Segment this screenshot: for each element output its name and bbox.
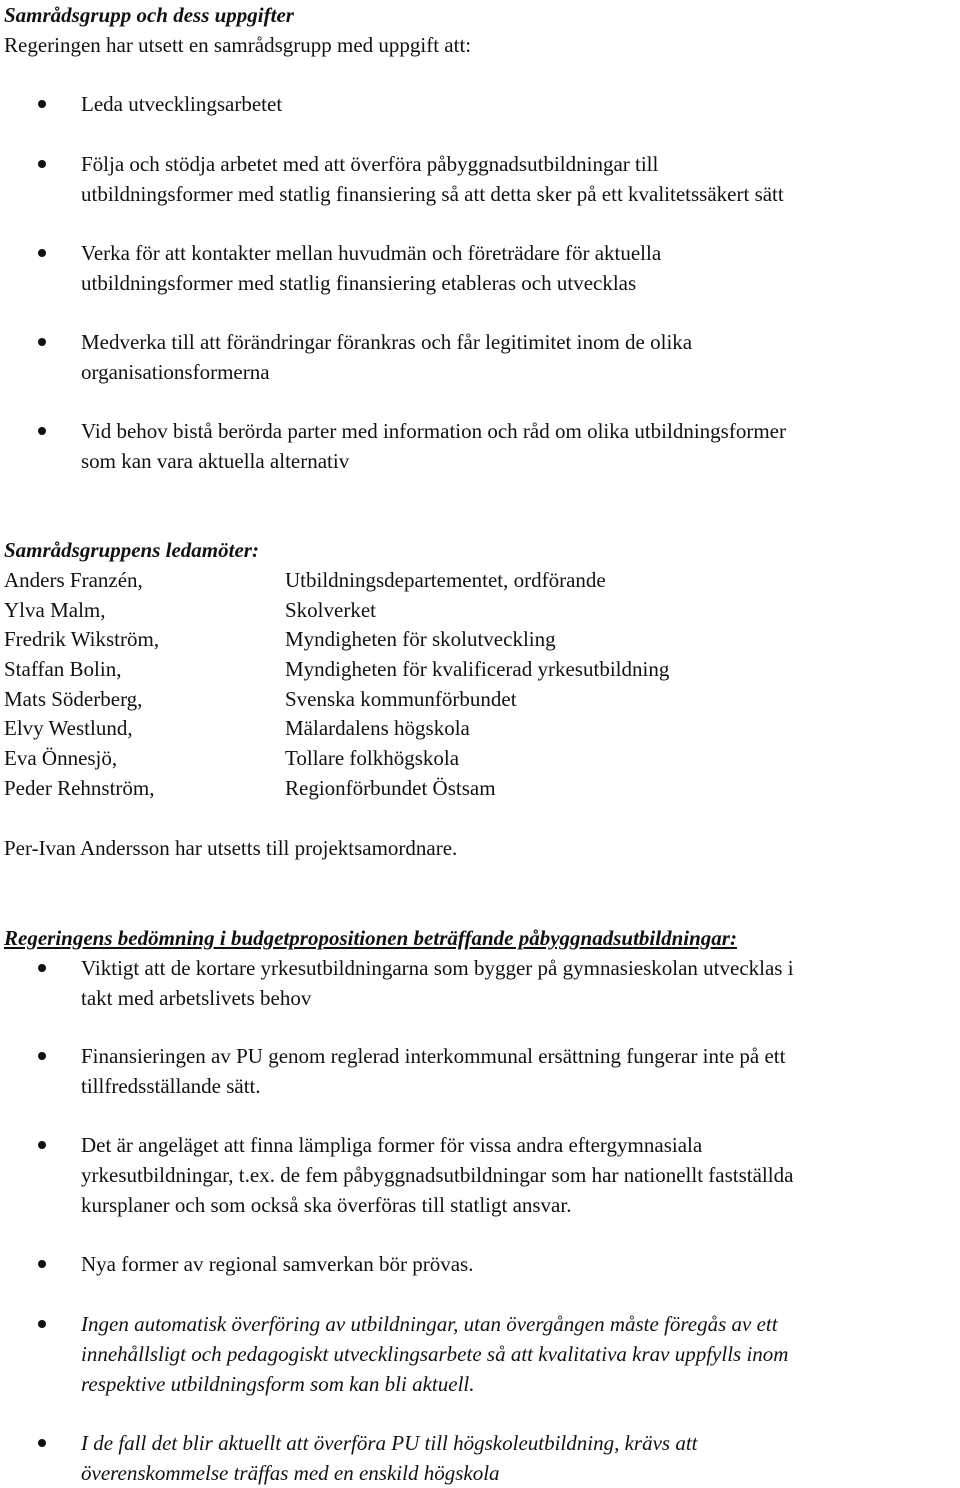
bullet-text: I de fall det blir aktuellt att överföra PU till högskoleutbildning, krävs att överenskommelse träffas med en enskild högskola [81,1431,698,1485]
member-name: Staffan Bolin, [4,657,122,681]
bullet-icon [38,338,46,346]
member-name: Peder Rehnström, [4,776,155,800]
member-org: Myndigheten för skolutveckling [285,627,556,651]
section1-heading: Samrådsgrupp och dess uppgifter [4,3,294,27]
member-org: Regionförbundet Östsam [285,776,496,800]
bullet-icon [38,249,46,257]
members-heading: Samrådsgruppens ledamöter: [4,538,259,562]
bullet-icon [38,964,46,972]
member-name: Elvy Westlund, [4,716,133,740]
bullet-icon [38,427,46,435]
bullet-icon [38,1439,46,1447]
member-org: Utbildningsdepartementet, ordförande [285,568,606,592]
member-org: Svenska kommunförbundet [285,687,517,711]
member-name: Mats Söderberg, [4,687,143,711]
bullet-icon [38,1052,46,1060]
member-name: Anders Franzén, [4,568,143,592]
bullet-text: Ingen automatisk överföring av utbildningar, utan övergången måste föregås av ett innehållsligt och pedagogiskt utvecklingsarbete så att kvalitativa krav uppfylls inom respektive utbildningsform som kan bli aktuell. [81,1312,789,1396]
bullet-text: Verka för att kontakter mellan huvudmän och företrädare för aktuella utbildningsformer med statlig finansiering etableras och utvecklas [81,241,662,295]
bullet-text: Det är angeläget att finna lämpliga former för vissa andra eftergymnasiala yrkesutbildningar, t.ex. de fem påbyggnadsutbildningar som har nationellt fastställda kursplaner och som också ska överföras till statligt ansvar. [81,1133,794,1217]
bullet-text: Finansieringen av PU genom reglerad interkommunal ersättning fungerar inte på ett tillfredsställande sätt. [81,1044,786,1098]
bullet-icon [38,1260,46,1268]
member-name: Ylva Malm, [4,598,106,622]
bullet-text: Nya former av regional samverkan bör prövas. [81,1252,474,1276]
section2-heading: Regeringens bedömning i budgetpropositionen beträffande påbyggnadsutbildningar: [4,926,737,950]
bullet-icon [38,160,46,168]
member-org: Myndigheten för kvalificerad yrkesutbildning [285,657,670,681]
bullet-icon [38,1141,46,1149]
bullet-text: Följa och stödja arbetet med att överföra påbyggnadsutbildningar till utbildningsformer med statlig finansiering så att detta sker på ett kvalitetssäkert sätt [81,152,784,206]
bullet-text: Leda utvecklingsarbetet [81,92,283,116]
bullet-icon [38,100,46,108]
bullet-text: Medverka till att förändringar förankras och får legitimitet inom de olika organisationsformerna [81,330,693,384]
member-name: Eva Önnesjö, [4,746,118,770]
bullet-text: Viktigt att de kortare yrkesutbildningarna som bygger på gymnasieskolan utvecklas i takt med arbetslivets behov [81,956,794,1010]
member-org: Skolverket [285,598,376,622]
member-org: Tollare folkhögskola [285,746,460,770]
coordinator-text: Per-Ivan Andersson har utsetts till projektsamordnare. [4,836,458,860]
bullet-text: Vid behov bistå berörda parter med information och råd om olika utbildningsformer som kan vara aktuella alternativ [81,419,786,473]
bullet-icon [38,1320,46,1328]
member-org: Mälardalens högskola [285,716,470,740]
section1-intro: Regeringen har utsett en samrådsgrupp med uppgift att: [4,33,472,57]
member-name: Fredrik Wikström, [4,627,160,651]
